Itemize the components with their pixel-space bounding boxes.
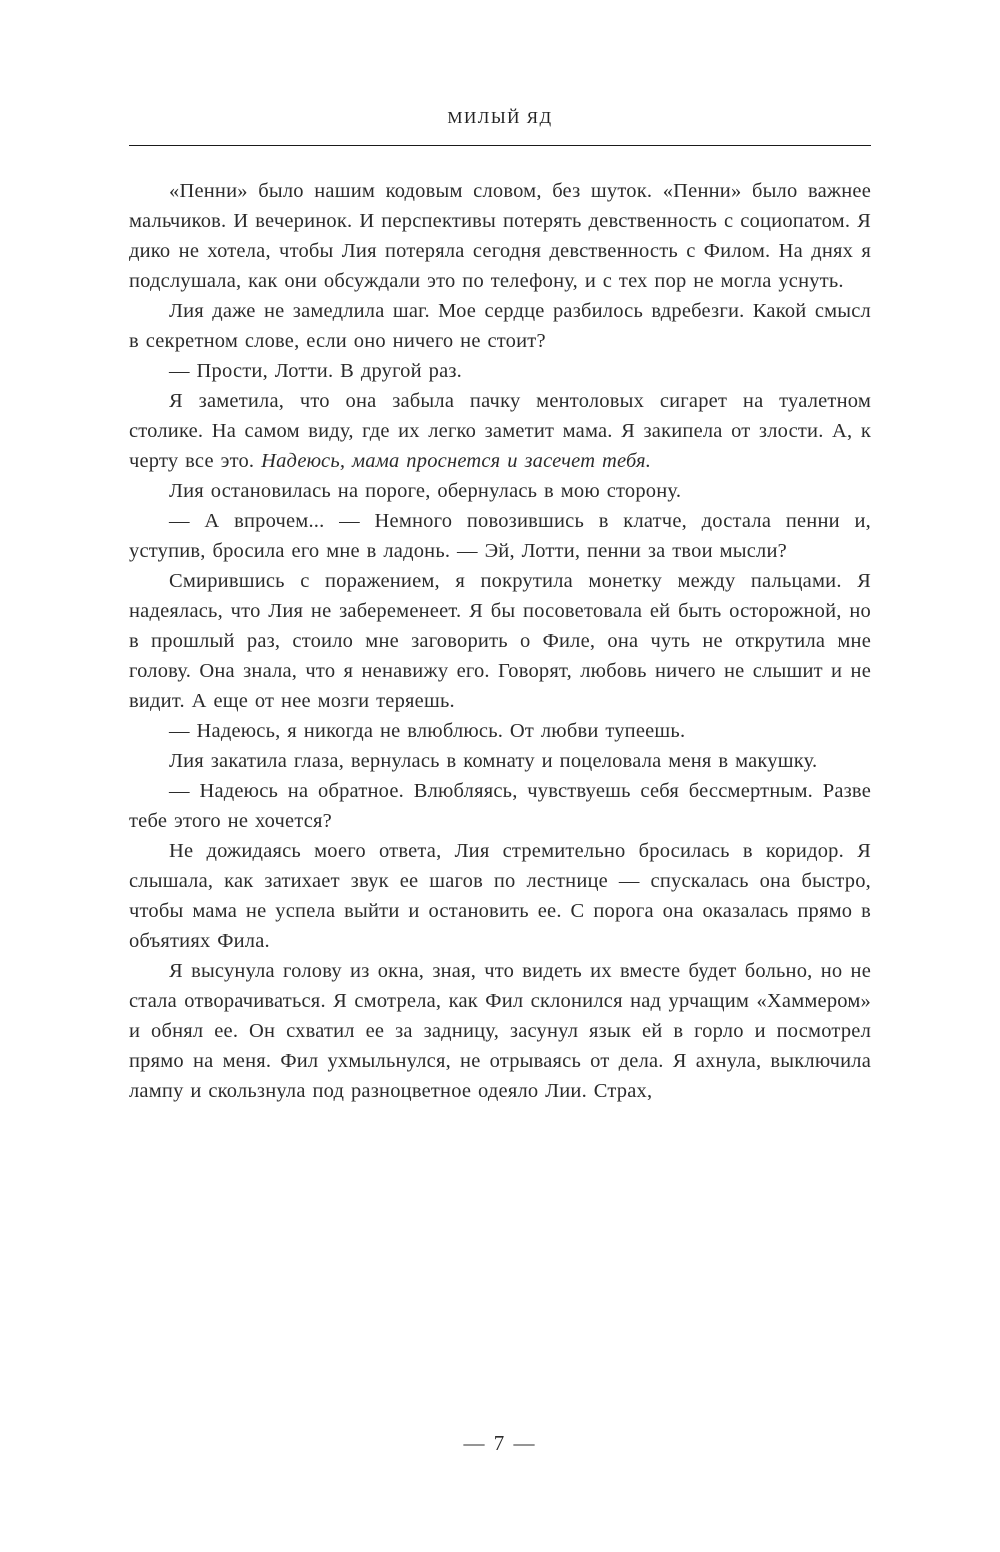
paragraph: — А впрочем... — Немного повозившись в клатче, достала пенни и, уступив, бросила его мне в ладонь. — Эй, Лотти, пенни за твои мысли?: [129, 510, 871, 562]
paragraph: Лия остановилась на пороге, обернулась в мою сторону.: [169, 480, 682, 502]
paragraph: Я высунула голову из окна, зная, что видеть их вместе будет больно, но не стала отворачиваться. Я смотрела, как Фил склонился над урчащим «Хаммером» и обнял ее. Он схватил ее за задницу, засунул язык ей в горло и посмотрел прямо на меня. Фил ухмыльнулся, не отрываясь от дела. Я ахнула, выключила лампу и скользнула под разноцветное одеяло Лии. Страх,: [129, 960, 871, 1102]
page-body: [129, 176, 871, 1106]
paragraph-text: Я заметила, что она забыла пачку ментоловых сигарет на туалетном столике. На самом виду, где их легко заметит мама. Я закипела от злости. А, к черту все это.: [129, 390, 871, 472]
page-number: — 7 —: [463, 1431, 537, 1455]
paragraph: Лия закатила глаза, вернулась в комнату и поцеловала меня в макушку.: [169, 750, 818, 772]
paragraph: Смирившись с поражением, я покрутила монетку между пальцами. Я надеялась, что Лия не забеременеет. Я бы посоветовала ей быть осторожной, но в прошлый раз, стоило мне заговорить о Филе, она чуть не открутила мне голову. Она знала, что я ненавижу его. Говорят, любовь ничего не слышит и не видит. А еще от нее мозги теряешь.: [129, 570, 871, 712]
book-page: [129, 0, 871, 1552]
paragraph: — Надеюсь, я никогда не влюблюсь. От любви тупеешь.: [169, 720, 686, 742]
header-divider: [129, 145, 871, 146]
paragraph: — Надеюсь на обратное. Влюбляясь, чувствуешь себя бессмертным. Разве тебе этого не хочется?: [129, 780, 871, 832]
paragraph: «Пенни» было нашим кодовым словом, без шуток. «Пенни» было важнее мальчиков. И вечеринок. И перспективы потерять девственность с социопатом. Я дико не хотела, чтобы Лия потеряла сегодня девственность с Филом. На днях я подслушала, как они обсуждали это по телефону, и с тех пор не могла уснуть.: [129, 180, 871, 292]
paragraph: — Прости, Лотти. В другой раз.: [169, 360, 463, 382]
page-header: [129, 108, 871, 146]
page-footer: [129, 1431, 871, 1552]
paragraph: Лия даже не замедлила шаг. Мое сердце разбилось вдребезги. Какой смысл в секретном слове, если оно ничего не стоит?: [129, 300, 871, 352]
paragraph: [129, 386, 871, 476]
running-header-title: МИЛЫЙ ЯД: [447, 108, 553, 127]
paragraph: Не дожидаясь моего ответа, Лия стремительно бросилась в коридор. Я слышала, как затихает звук ее шагов по лестнице — спускалась она быстро, чтобы мама не успела выйти и остановить ее. С порога она оказалась прямо в объятиях Фила.: [129, 840, 871, 952]
paragraph-emphasis-text: Надеюсь, мама проснется и засечет тебя.: [261, 450, 652, 472]
